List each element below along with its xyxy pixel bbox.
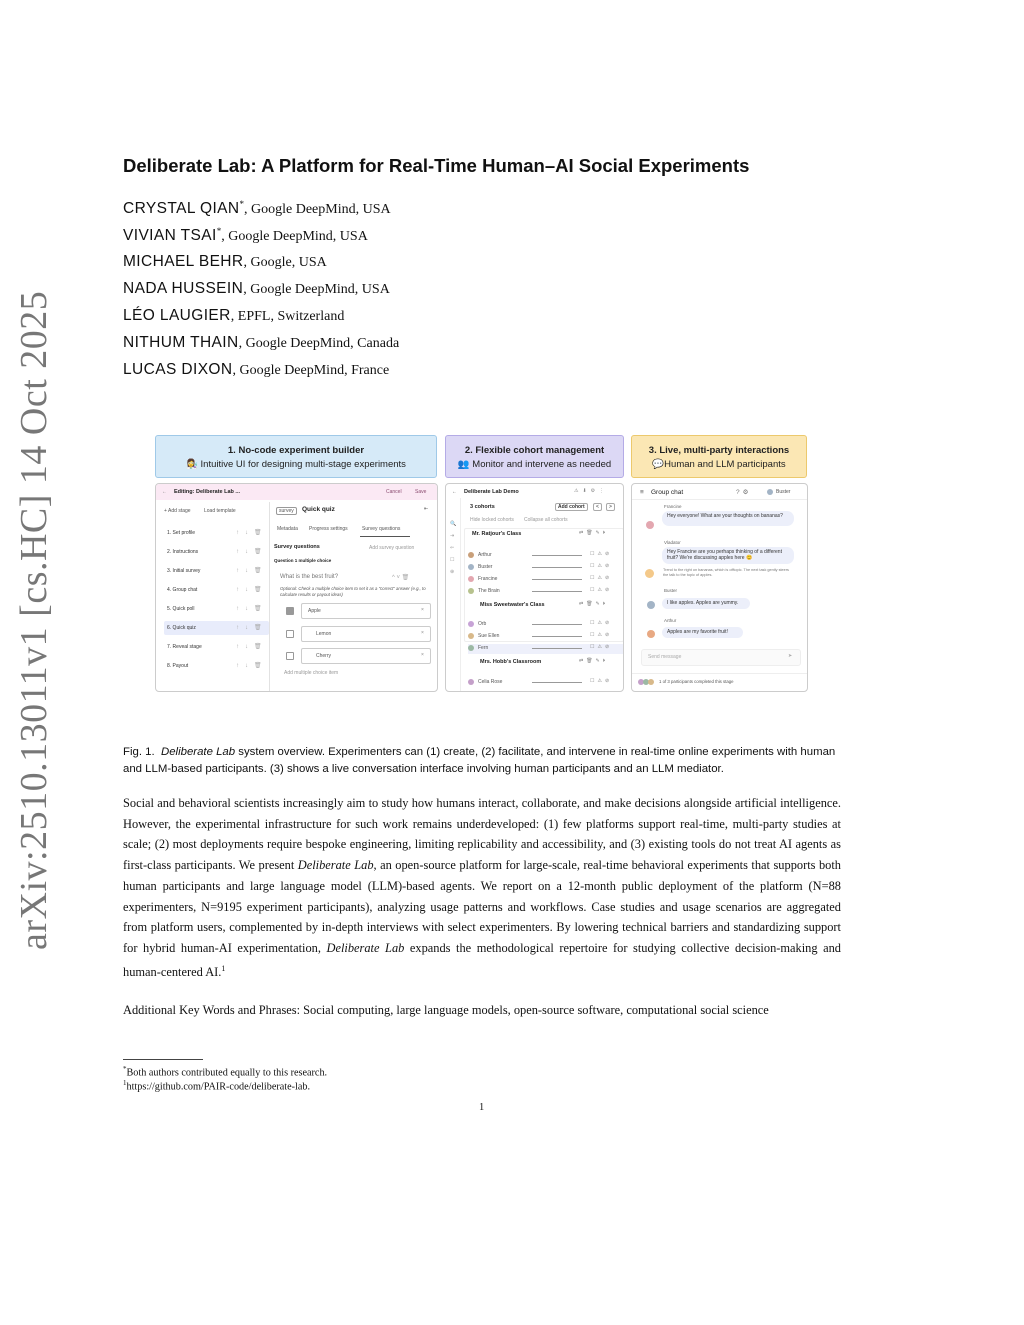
collapse-right-icon[interactable]: > — [606, 503, 615, 511]
collapse-left-icon[interactable]: < — [593, 503, 602, 511]
stage-controls-icon[interactable]: ↑↓🗑 — [236, 606, 268, 612]
cohort-controls-icon[interactable]: ⇄🗑✎⏵ — [579, 530, 609, 536]
caption-italic: Deliberate Lab — [161, 746, 236, 758]
active-tab-indicator — [360, 536, 410, 537]
caption-label: Fig. 1. — [123, 746, 155, 758]
participant-controls-icon[interactable]: ☐⚠⊘ — [590, 575, 613, 581]
footnote-text: Both authors contributed equally to this research. — [126, 1067, 328, 1079]
divider — [632, 499, 808, 500]
option-value: Lemon — [316, 631, 332, 637]
save-button[interactable]: Save — [415, 489, 427, 495]
current-user: Buster — [776, 489, 791, 495]
participant-name: Fern — [478, 645, 489, 651]
divider — [632, 673, 808, 674]
participant-row[interactable] — [468, 563, 624, 573]
message-sender: Vladator — [664, 540, 681, 545]
stage-controls-icon[interactable]: ↑↓🗑 — [236, 625, 268, 631]
add-question-button[interactable]: Add survey question — [369, 545, 415, 551]
question-type-label: Question 1 multiple choice — [274, 558, 332, 563]
option-value: Cherry — [316, 653, 332, 659]
chat-title: Group chat — [651, 489, 684, 496]
avatar — [648, 679, 654, 685]
avatar — [647, 601, 655, 609]
divider — [269, 502, 270, 692]
avatar — [468, 576, 474, 582]
participant-controls-icon[interactable]: ☐⚠⊘ — [590, 587, 613, 593]
footnote-ref: 1 — [221, 963, 226, 973]
abstract-text: , an open-source platform for large-scale, real-time behavioral experiments that supports both human participants and large language model (LLM)-based agents. We report on a 12-month public deployment of the platform (N=88 experimenters, N=9195 experiment participants), analyzing usage patterns and workflows. Case studies and usage scenarios are aggregated from platform users, complemented by in-depth interviews with select experimenters. By lowering technical barriers and standardizing support for hybrid human-AI experimentation, — [123, 858, 841, 955]
progress-line — [532, 591, 582, 592]
progress-line — [532, 555, 582, 556]
builder-title: Editing: Deliberate Lab ... — [174, 489, 241, 495]
message-sender: Buster — [664, 588, 678, 593]
load-template-button[interactable]: Load template — [204, 508, 236, 514]
panel-header-chat — [631, 435, 807, 478]
panel-heading: 1. No-code experiment builder — [227, 445, 365, 456]
participant-name: Buster — [478, 564, 493, 570]
stage-row[interactable] — [164, 583, 269, 597]
stage-name-field[interactable]: Quick quiz — [302, 506, 335, 513]
participant-name: Sue Ellen — [478, 633, 500, 639]
author-affiliation: , EPFL, Switzerland — [230, 309, 345, 324]
author-line — [123, 361, 389, 379]
participant-name: The Brain — [478, 588, 500, 594]
avatar — [468, 552, 474, 558]
section-label: Survey questions — [274, 544, 320, 550]
avatar — [645, 569, 654, 578]
author-name: NADA HUSSEIN — [123, 280, 244, 297]
toolbar-icons[interactable]: ⚠⬇⚙⋮ — [574, 488, 609, 494]
abstract-italic: Deliberate Lab — [297, 858, 374, 873]
stage-row[interactable] — [164, 602, 269, 616]
back-arrow-icon[interactable]: ← — [452, 489, 457, 495]
message-input[interactable] — [641, 649, 801, 666]
participant-controls-icon[interactable]: ☐⚠⊘ — [590, 644, 613, 650]
stage-label: 7. Reveal stage — [167, 644, 202, 650]
author-line — [123, 226, 368, 245]
participant-row[interactable] — [468, 632, 624, 642]
stage-row[interactable] — [164, 659, 269, 673]
back-arrow-icon[interactable]: ← — [162, 489, 167, 495]
panel-heading: 3. Live, multi-party interactions — [648, 445, 790, 456]
participant-row[interactable] — [468, 551, 624, 561]
avatar — [468, 564, 474, 570]
participant-name: Arthur — [478, 552, 492, 558]
remove-option-icon[interactable]: × — [421, 607, 424, 613]
hide-locked-toggle[interactable]: Hide locked cohorts — [470, 517, 514, 523]
progress-line — [532, 682, 582, 683]
stage-type-badge: survey — [276, 507, 297, 515]
panel-subheading: 👩‍🔬 Intuitive UI for designing multi-stage experiments — [186, 459, 406, 470]
stage-row-selected[interactable] — [164, 621, 269, 635]
stage-label: 2. Instructions — [167, 549, 199, 555]
author-affiliation: , Google DeepMind, USA — [244, 202, 391, 217]
progress-line — [532, 624, 582, 625]
option-value: Apple — [308, 608, 321, 614]
footnote — [123, 1079, 310, 1092]
stage-row[interactable] — [164, 526, 269, 540]
completion-status: 1 of 3 participants completed this stage — [659, 679, 734, 684]
author-affiliation: , Google, USA — [243, 255, 327, 270]
avatar — [468, 621, 474, 627]
chat-screenshot — [631, 483, 808, 692]
cohort-controls-icon[interactable]: ⇄🗑✎⏵ — [579, 658, 609, 664]
add-cohort-button[interactable]: Add cohort — [555, 503, 588, 511]
participant-row[interactable] — [468, 678, 624, 688]
send-icon[interactable]: ➤ — [788, 653, 793, 659]
message-bubble: Hey Francine are you perhaps thinking of a different fruit? We're discussing apples here 😊 — [662, 547, 794, 564]
cohort-name[interactable]: Mr. Ratjour's Class — [472, 531, 522, 537]
tab-survey-questions[interactable]: Survey questions — [362, 526, 401, 532]
panel-subheading: 👥 Monitor and intervene as needed — [457, 459, 612, 470]
abstract-text: Social and behavioral scientists increasingly aim to study how humans interact, collaborate, and make decisions alongside artificial intelligence. However, the experimental infrastructure for such work remains underdeveloped: (1) few platforms support real-time, multi-party studies at scale; (2) most deployments require bespoke engineering, limiting replicability and accessibility, and (3) existing tools do not treat AI agents as first-class participants. We present — [123, 796, 841, 873]
message-bubble: I like apples. Apples are yummy. — [662, 598, 750, 609]
stage-label: 1. Set profile — [167, 530, 196, 536]
remove-option-icon[interactable]: × — [421, 652, 424, 658]
stage-controls-icon[interactable]: ↑↓🗑 — [236, 663, 268, 669]
stage-row[interactable] — [164, 640, 269, 654]
stage-label: 4. Group chat — [167, 587, 198, 593]
message-sender: Francine — [664, 504, 682, 509]
message-placeholder: Send message — [648, 654, 682, 660]
author-line — [123, 307, 344, 325]
participant-controls-icon[interactable]: ☐⚠⊘ — [590, 551, 613, 557]
add-choice-button[interactable]: Add multiple choice item — [284, 670, 339, 676]
collapse-icon[interactable]: ⇤ — [424, 506, 429, 512]
collapse-all-toggle[interactable]: Collapse all cohorts — [524, 517, 568, 523]
progress-line — [532, 636, 582, 637]
question-text-field[interactable]: What is the best fruit? — [280, 574, 339, 580]
panel-heading: 2. Flexible cohort management — [464, 445, 605, 456]
message-note: Trend to the right on bananas, which is offtopic. The next task gently steers the talk to the topic of apples. — [663, 568, 789, 577]
avatar — [468, 588, 474, 594]
author-mark: * — [216, 226, 222, 236]
option-input[interactable] — [301, 603, 431, 619]
participant-controls-icon[interactable]: ☐⚠⊘ — [590, 620, 613, 626]
avatar — [647, 630, 655, 638]
avatar — [646, 521, 654, 529]
footnote-mark: 1 — [123, 1079, 127, 1087]
participant-controls-icon[interactable]: ☐⚠⊘ — [590, 678, 613, 684]
progress-line — [532, 648, 582, 649]
stage-controls-icon[interactable]: ↑↓🗑 — [236, 587, 268, 593]
stage-label: 5. Quick poll — [167, 606, 195, 612]
correct-answer-checkbox[interactable] — [286, 607, 294, 615]
stage-controls-icon[interactable]: ↑↓🗑 — [236, 530, 268, 536]
participant-row[interactable] — [468, 620, 624, 630]
menu-icon[interactable]: ≡ — [640, 489, 644, 496]
stage-controls-icon[interactable]: ↑↓🗑 — [236, 644, 268, 650]
author-name: NITHUM THAIN — [123, 334, 239, 351]
author-line — [123, 334, 399, 352]
option-input[interactable] — [301, 648, 431, 664]
tab-progress-settings[interactable]: Progress settings — [309, 526, 348, 532]
footnote-mark: * — [123, 1065, 127, 1073]
paper-title: Deliberate Lab: A Platform for Real-Time Human–AI Social Experiments — [123, 155, 750, 176]
option-input[interactable] — [301, 626, 431, 642]
stage-row[interactable] — [164, 564, 269, 578]
question-controls-icon[interactable]: ^ ˅ 🗑 — [392, 575, 410, 581]
tab-metadata[interactable]: Metadata — [277, 526, 298, 532]
participant-name: Orb — [478, 621, 487, 627]
author-line — [123, 280, 390, 298]
footnote-link[interactable]: https://github.com/PAIR-code/deliberate-lab. — [126, 1081, 311, 1093]
stage-label: 8. Payout — [167, 663, 189, 669]
author-line — [123, 199, 391, 218]
author-affiliation: , Google DeepMind, Canada — [238, 336, 400, 351]
participant-controls-icon[interactable]: ☐⚠⊘ — [590, 563, 613, 569]
message-bubble: Apples are my favorite fruit! — [662, 627, 743, 638]
author-mark: * — [239, 199, 244, 209]
cohort-name[interactable]: Miss Sweetwater's Class — [480, 602, 545, 608]
author-name: MICHAEL BEHR — [123, 253, 244, 270]
page-number: 1 — [479, 1102, 485, 1113]
remove-option-icon[interactable]: × — [421, 630, 424, 636]
cohort-count: 3 cohorts — [470, 504, 495, 510]
stage-row[interactable] — [164, 545, 269, 559]
progress-line — [532, 579, 582, 580]
author-name: CRYSTAL QIAN — [123, 200, 240, 217]
abstract — [123, 793, 841, 982]
avatar — [468, 679, 474, 685]
message-bubble: Hey everyone! What are your thoughts on bananas? — [662, 511, 794, 526]
cohort-panel-title: Deliberate Lab Demo — [464, 489, 519, 495]
panel-header-builder — [155, 435, 437, 478]
author-name: LUCAS DIXON — [123, 361, 233, 378]
participant-name: Francine — [478, 576, 498, 582]
author-affiliation: , Google DeepMind, USA — [221, 229, 368, 244]
author-name: VIVIAN TSAI — [123, 227, 217, 244]
cancel-button[interactable]: Cancel — [386, 489, 402, 495]
stage-controls-icon[interactable]: ↑↓🗑 — [236, 549, 268, 555]
help-settings-icons[interactable]: ?⚙ — [736, 489, 752, 496]
keywords: Additional Key Words and Phrases: Social computing, large language models, open-source software, computational social science — [123, 1003, 769, 1017]
author-line — [123, 253, 327, 271]
caption-text: system overview. Experimenters can (1) create, (2) facilitate, and intervene in real-time online experiments with human and LLM-based participants. (3) shows a live conversation interface involving human participants and an LLM mediator. — [123, 746, 836, 775]
builder-screenshot — [155, 483, 438, 692]
participant-row[interactable] — [468, 587, 624, 597]
avatar — [468, 645, 474, 651]
footnote-rule — [123, 1059, 203, 1060]
add-stage-button[interactable]: + Add stage — [164, 508, 191, 514]
participant-controls-icon[interactable]: ☐⚠⊘ — [590, 632, 613, 638]
author-affiliation: , Google DeepMind, France — [232, 363, 390, 378]
participant-name: Celia Rose — [478, 679, 503, 685]
panel-subheading: 💬Human and LLM participants — [652, 459, 786, 470]
author-name: LÉO LAUGIER — [123, 307, 231, 324]
question-hint: Optional: Check a multiple choice item to set it as a "correct" answer (e.g., to calculate results or payout ideas) — [280, 586, 426, 597]
panel-header-cohorts — [445, 435, 624, 478]
cohort-controls-icon[interactable]: ⇄🗑✎⏵ — [579, 601, 609, 607]
footnote — [123, 1065, 327, 1078]
rail-icons[interactable]: 🔍 ⇥ ⇐ ☐ ⊕ — [450, 521, 457, 575]
avatar — [767, 489, 773, 495]
stage-controls-icon[interactable]: ↑↓🗑 — [236, 568, 268, 574]
abstract-text: expands the methodological repertoire for studying collective decision-making and human-centered AI. — [123, 940, 841, 979]
stage-label: 6. Quick quiz — [167, 625, 196, 631]
stage-label: 3. Initial survey — [167, 568, 201, 574]
correct-answer-checkbox[interactable] — [286, 652, 294, 660]
cohort-name[interactable]: Mrs. Hobb's Classroom — [480, 659, 542, 665]
progress-line — [532, 567, 582, 568]
message-sender: Arthur — [664, 618, 677, 623]
figure-caption — [123, 744, 843, 778]
participant-row[interactable] — [468, 644, 624, 654]
participant-row[interactable] — [468, 575, 624, 585]
abstract-italic: Deliberate Lab — [326, 940, 405, 955]
author-affiliation: , Google DeepMind, USA — [243, 282, 390, 297]
arxiv-identifier: arXiv:2510.13011v1 [cs.HC] 14 Oct 2025 — [13, 290, 55, 950]
avatar — [468, 633, 474, 639]
cohort-screenshot — [445, 483, 624, 692]
correct-answer-checkbox[interactable] — [286, 630, 294, 638]
